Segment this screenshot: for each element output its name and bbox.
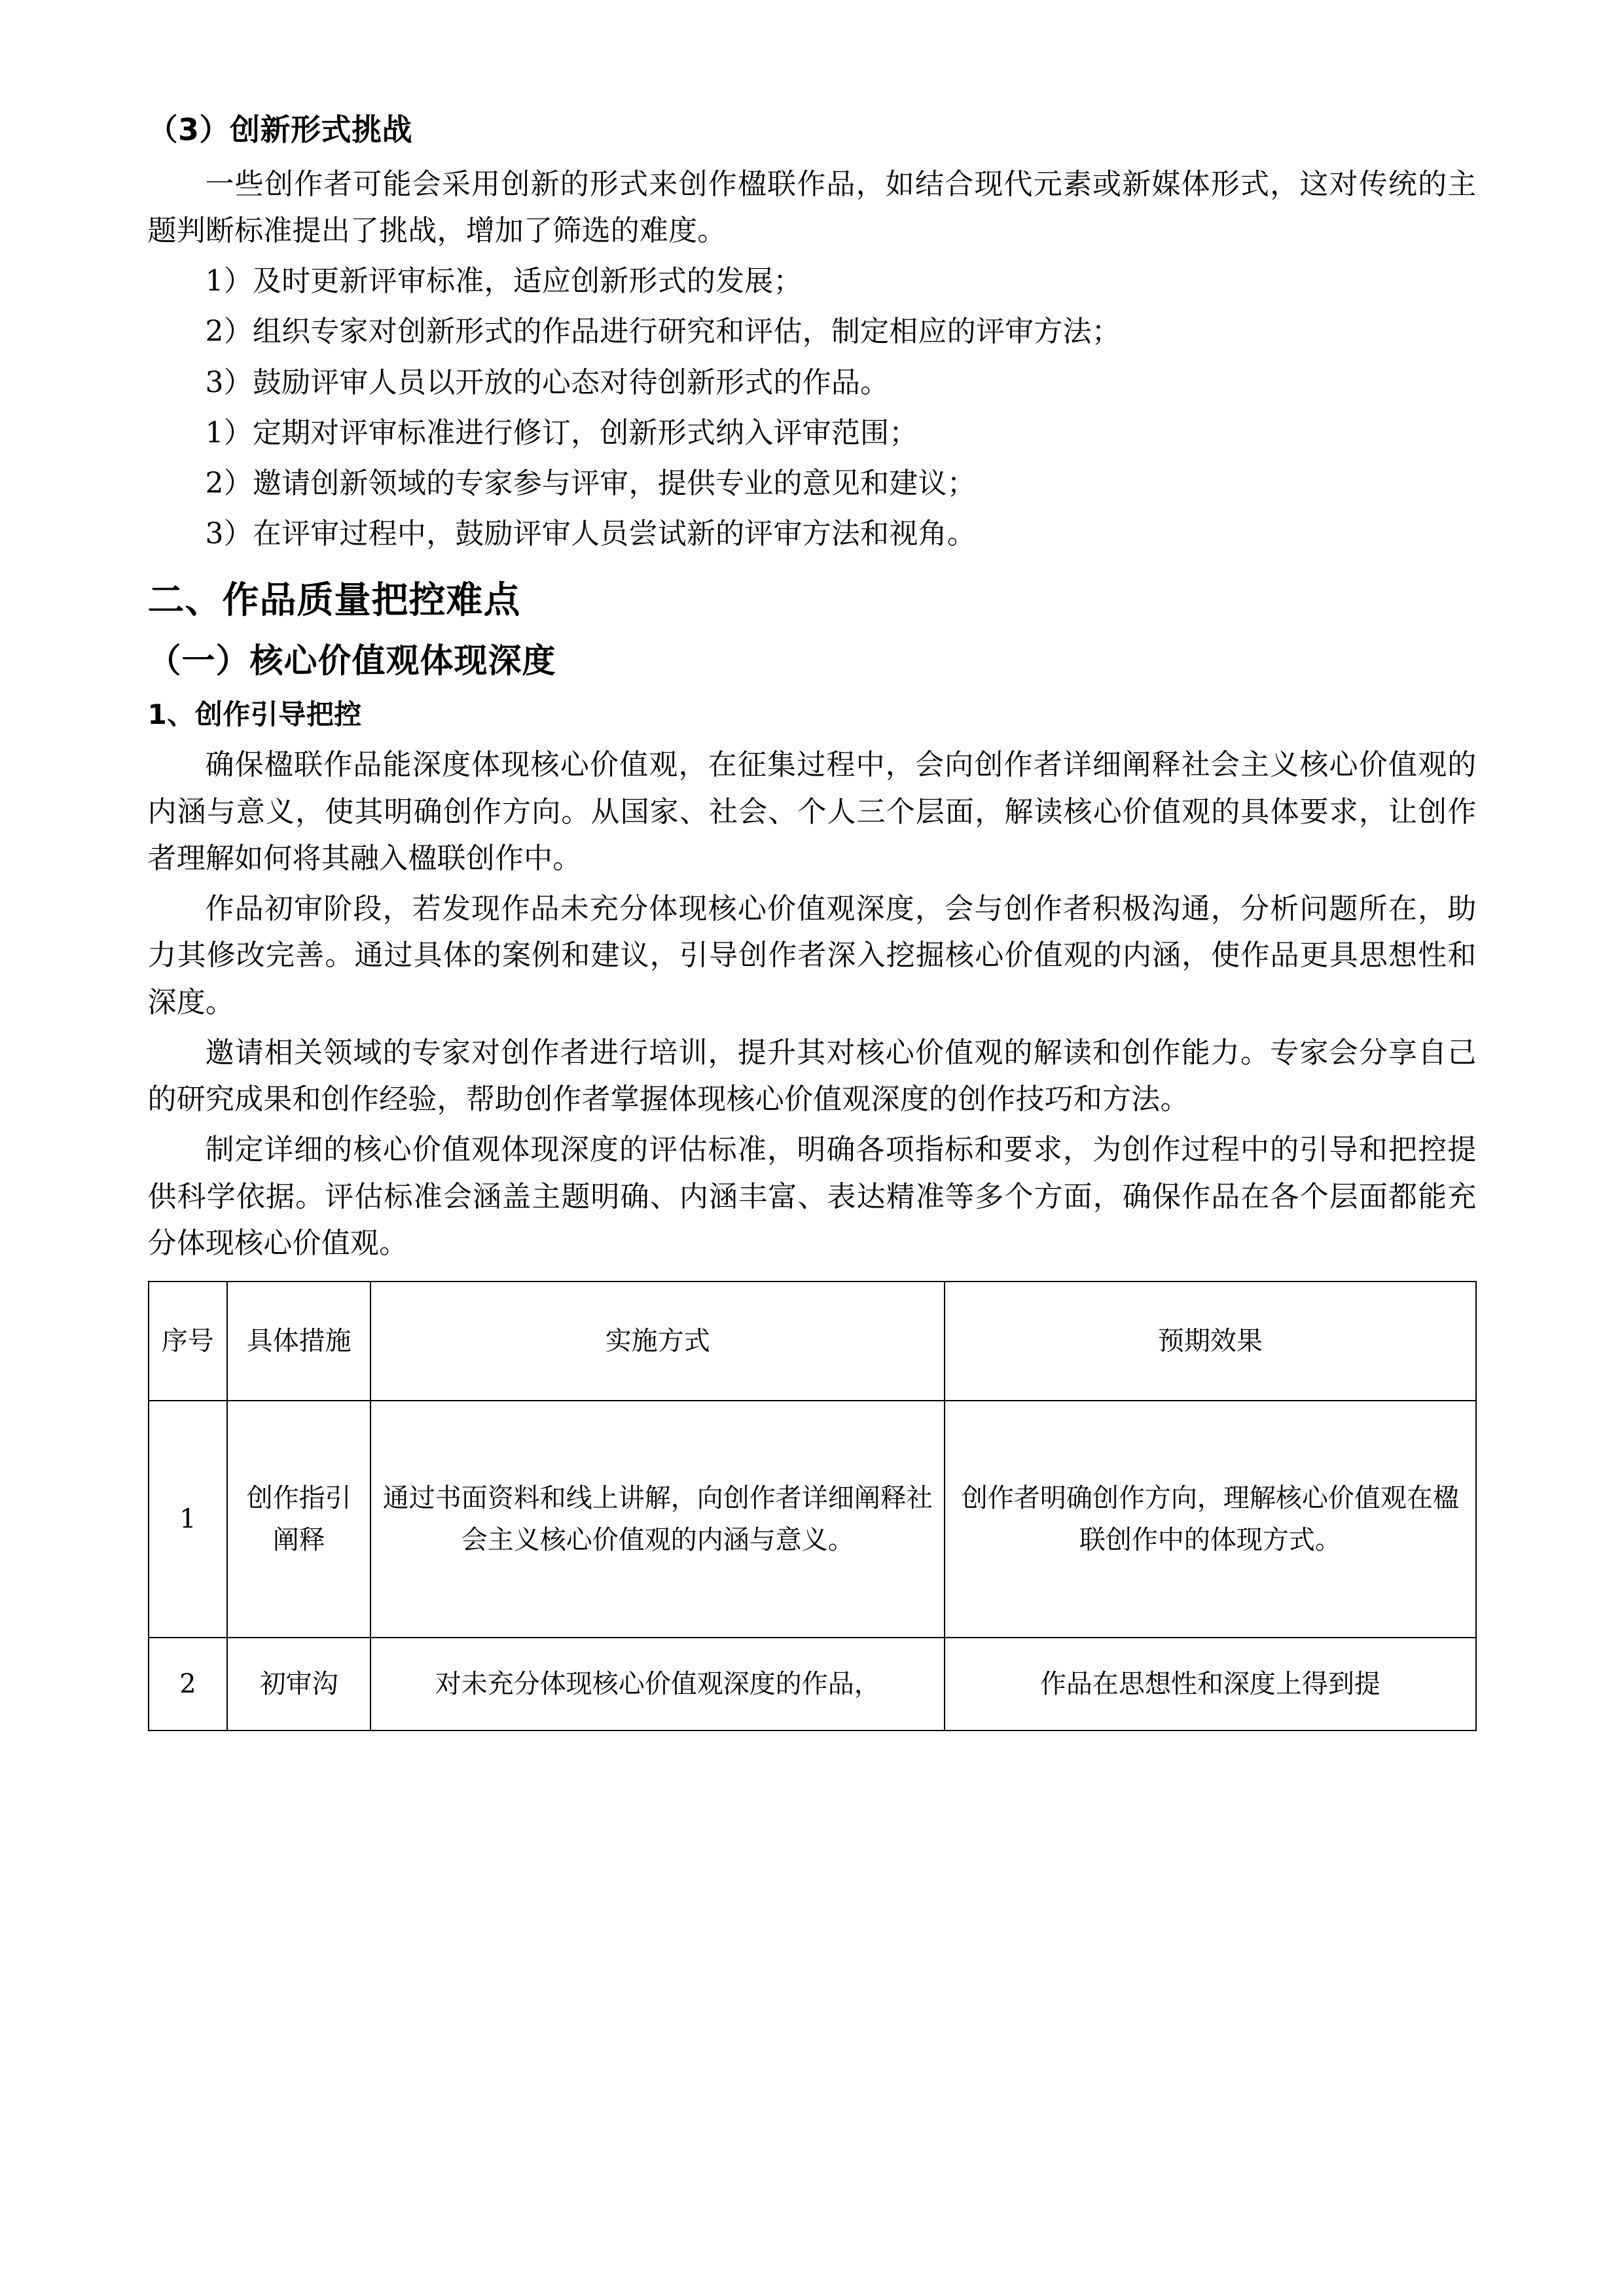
table-row xyxy=(149,1638,1476,1731)
measures-table xyxy=(148,1281,1477,1731)
table-cell-effect: 作品在思想性和深度上得到提 xyxy=(945,1638,1475,1731)
table-cell-measure: 初审沟 xyxy=(227,1638,370,1731)
list-item-g2-2: 2）邀请创新领域的专家参与评审，提供专业的意见和建议； xyxy=(205,467,976,501)
table-cell-no: 2 xyxy=(149,1638,228,1731)
heading-innovation-challenge: （3）创新形式挑战 xyxy=(147,112,413,147)
document-body xyxy=(148,111,1477,1731)
table-header-measure: 具体措施 xyxy=(227,1282,370,1401)
paragraph-innovation-challenge: 一些创作者可能会采用创新的形式来创作楹联作品，如结合现代元素或新媒体形式，这对传统的主题判断标准提出了挑战，增加了筛选的难度。 xyxy=(147,167,1477,247)
list-item-g2-3: 3）在评审过程中，鼓励评审人员尝试新的评审方法和视角。 xyxy=(205,517,976,551)
table-header-row xyxy=(149,1282,1476,1401)
table-row xyxy=(149,1401,1476,1638)
list-item-g1-3: 3）鼓励评审人员以开放的心态对待创新形式的作品。 xyxy=(205,365,890,399)
table-cell-no: 1 xyxy=(149,1401,228,1638)
table-header-implementation: 实施方式 xyxy=(370,1282,945,1401)
table-cell-measure: 创作指引阐释 xyxy=(227,1401,370,1638)
table-header-no: 序号 xyxy=(149,1282,228,1401)
heading-item-one: 1、创作引导把控 xyxy=(147,698,362,730)
paragraph-3: 邀请相关领域的专家对创作者进行培训，提升其对核心价值观的解读和创作能力。专家会分享自己的研究成果和创作经验，帮助创作者掌握体现核心价值观深度的创作技巧和方法。 xyxy=(147,1035,1477,1117)
heading-chapter-two: 二、作品质量把控难点 xyxy=(147,579,521,622)
paragraph-2: 作品初审阶段，若发现作品未充分体现核心价值观深度，会与创作者积极沟通，分析问题所在，助力其修改完善。通过具体的案例和建议，引导创作者深入挖掘核心价值观的内涵，使作品更具思想性和深度。 xyxy=(147,892,1477,1019)
paragraph-1: 确保楹联作品能深度体现核心价值观，在征集过程中，会向创作者详细阐释社会主义核心价值观的内涵与意义，使其明确创作方向。从国家、社会、个人三个层面，解读核心价值观的具体要求，让创作者理解如何将其融入楹联创作中。 xyxy=(147,748,1477,875)
heading-section-one: （一）核心价值观体现深度 xyxy=(147,642,556,681)
table-cell-effect: 创作者明确创作方向，理解核心价值观在楹联创作中的体现方式。 xyxy=(945,1401,1475,1638)
list-item-g1-1: 1）及时更新评审标准，适应创新形式的发展； xyxy=(205,264,803,298)
table-cell-implementation: 对未充分体现核心价值观深度的作品， xyxy=(370,1638,945,1731)
list-item-g2-1: 1）定期对评审标准进行修订，创新形式纳入评审范围； xyxy=(205,416,918,450)
table-cell-implementation: 通过书面资料和线上讲解，向创作者详细阐释社会主义核心价值观的内涵与意义。 xyxy=(370,1401,945,1638)
list-item-g1-2: 2）组织专家对创新形式的作品进行研究和评估，制定相应的评审方法； xyxy=(205,315,1121,349)
paragraph-4: 制定详细的核心价值观体现深度的评估标准，明确各项指标和要求，为创作过程中的引导和把控提供科学依据。评估标准会涵盖主题明确、内涵丰富、表达精准等多个方面，确保作品在各个层面都能充分体现核心价值观。 xyxy=(147,1133,1477,1260)
table-header-effect: 预期效果 xyxy=(945,1282,1475,1401)
